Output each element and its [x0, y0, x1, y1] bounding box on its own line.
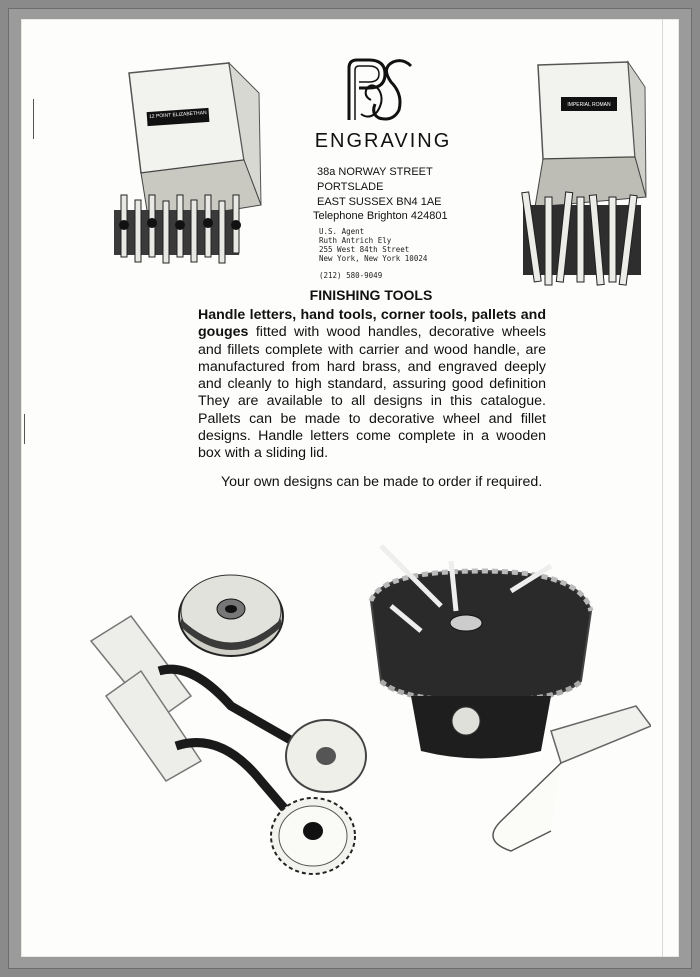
description — [198, 307, 546, 491]
finishing-tools-photo — [81, 531, 651, 876]
page-edge — [662, 19, 671, 957]
paragraph-2: Your own designs can be made to order if required. — [221, 473, 543, 490]
letters-box-photo-left — [109, 55, 269, 275]
telephone: Telephone Brighton 424801 — [313, 210, 448, 222]
address-line: EAST SUSSEX BN4 1AE — [317, 196, 442, 208]
paragraph-1 — [198, 307, 546, 463]
scan-mark — [24, 414, 25, 444]
agent-line: U.S. Agent — [319, 227, 365, 236]
agent-line: New York, New York 10024 — [319, 254, 428, 263]
address-line: PORTSLADE — [317, 181, 384, 193]
us-agent-block — [319, 227, 427, 263]
address-line: 38a NORWAY STREET — [317, 166, 433, 178]
catalogue-page — [21, 19, 679, 957]
scan-mark — [33, 99, 34, 139]
agent-line: 255 West 84th Street — [319, 245, 410, 254]
agent-line: Ruth Antrich Ely — [319, 236, 392, 245]
ps-logo — [341, 56, 415, 126]
address-block — [317, 165, 442, 210]
section-heading: FINISHING TOOLS — [309, 287, 433, 303]
paragraph-1-text: fitted with wood handles, decorative wheels and fillets complete with carrier and wood handle, are manufactured from hard brass, and engraved deeply and cleanly to high standard, assuring good definition They are available to all designs in this catalogue. Pallets can be made to decorative wheel and fillet designs. Handle letters come complete in a wooden box with a sliding lid. — [198, 324, 546, 462]
brand-name: ENGRAVING — [314, 130, 452, 152]
box-label-right: IMPERIAL ROMAN — [567, 102, 611, 108]
letters-box-photo-right — [513, 57, 653, 289]
agent-phone: (212) 580-9049 — [319, 271, 383, 280]
box-label-left: 12 POINT ELIZABETHAN — [148, 109, 207, 121]
lead-bold: Handle letters, hand tools, corner tools, pallets and gouges — [198, 307, 546, 341]
